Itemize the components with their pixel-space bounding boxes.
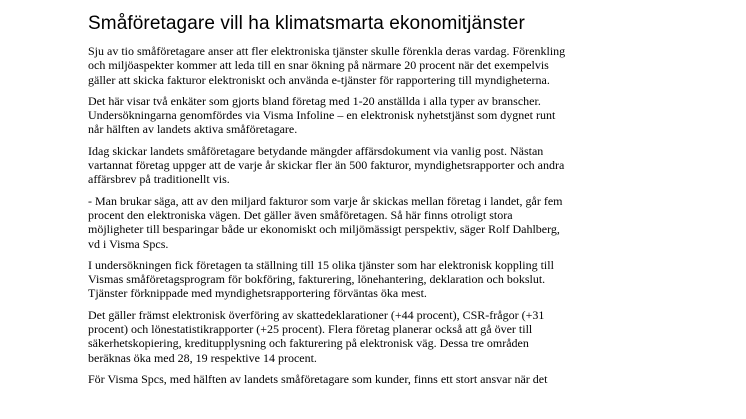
paragraph-line: möjligheter till besparingar både ur ekonomiskt och miljömässigt perspektiv, säger Rolf Dahlberg, [88, 222, 560, 237]
paragraph-line: Tjänster förknippade med myndighetsrapportering förväntas öka mest. [88, 286, 427, 301]
paragraph-line: - Man brukar säga, att av den miljard fakturor som varje år skickas mellan företag i landet, går fem [88, 193, 563, 208]
paragraph-line: gäller att skicka fakturor elektroniskt och använda e-tjänster för rapportering till myndigheterna. [88, 72, 550, 87]
paragraph-1 [88, 44, 648, 87]
paragraph-line: I undersökningen fick företagen ta ställning till 15 olika tjänster som har elektronisk koppling till [88, 257, 554, 272]
paragraph-line: Vismas småföretagsprogram för bokföring, fakturering, lönehantering, deklaration och bokslut. [88, 272, 546, 287]
paragraph-6 [88, 308, 648, 365]
paragraph-line: procent den elektroniska vägen. Det gäller även småföretagen. Så här finns otroligt stora [88, 207, 513, 222]
paragraph-line: Det gäller främst elektronisk överföring av skattedeklarationer (+44 procent), CSR-frågor (+31 [88, 307, 545, 322]
paragraph-line: beräknas öka med 28, 19 respektive 14 procent. [88, 350, 317, 365]
paragraph-line: affärsbrev på traditionellt vis. [88, 172, 230, 187]
paragraph-line: säkerhetskopiering, kreditupplysning och fakturering på elektronisk väg. Dessa tre områden [88, 336, 529, 351]
paragraph-line: Undersökningarna genomfördes via Visma Infoline – en elektronisk nyhetstjänst som dygnet runt [88, 108, 556, 123]
paragraph-line: Det här visar två enkäter som gjorts bland företag med 1-20 anställda i alla typer av branscher. [88, 93, 541, 108]
paragraph-line: Sju av tio småföretagare anser att fler elektroniska tjänster skulle förenkla deras vardag. Förenkling [88, 44, 566, 58]
article-title: Småföretagare vill ha klimatsmarta ekonomitjänster [88, 13, 525, 34]
paragraph-5 [88, 258, 648, 301]
paragraph-line: procent) och lönestatistikrapporter (+25 procent). Flera företag planerar också att gå över till [88, 322, 533, 337]
paragraph-line: Idag skickar landets småföretagare betydande mängder affärsdokument via vanlig post. Nästan [88, 143, 544, 158]
paragraph-line: och miljöaspekter kommer att leda till en snar ökning på närmare 20 procent när det exempelvis [88, 58, 549, 73]
paragraph-line: når hälften av landets aktiva småföretagare. [88, 122, 298, 137]
paragraph-7 [88, 372, 648, 386]
paragraph-2 [88, 94, 648, 137]
paragraph-line: vd i Visma Spcs. [88, 236, 169, 251]
paragraph-line: vartannat företag uppger att de varje år skickar fler än 500 fakturor, myndighetsrapporter och andra [88, 158, 565, 173]
article [88, 13, 648, 393]
paragraph-4 [88, 194, 648, 251]
paragraph-line: För Visma Spcs, med hälften av landets småföretagare som kunder, finns ett stort ansvar när det [88, 371, 548, 386]
paragraph-3 [88, 144, 648, 187]
